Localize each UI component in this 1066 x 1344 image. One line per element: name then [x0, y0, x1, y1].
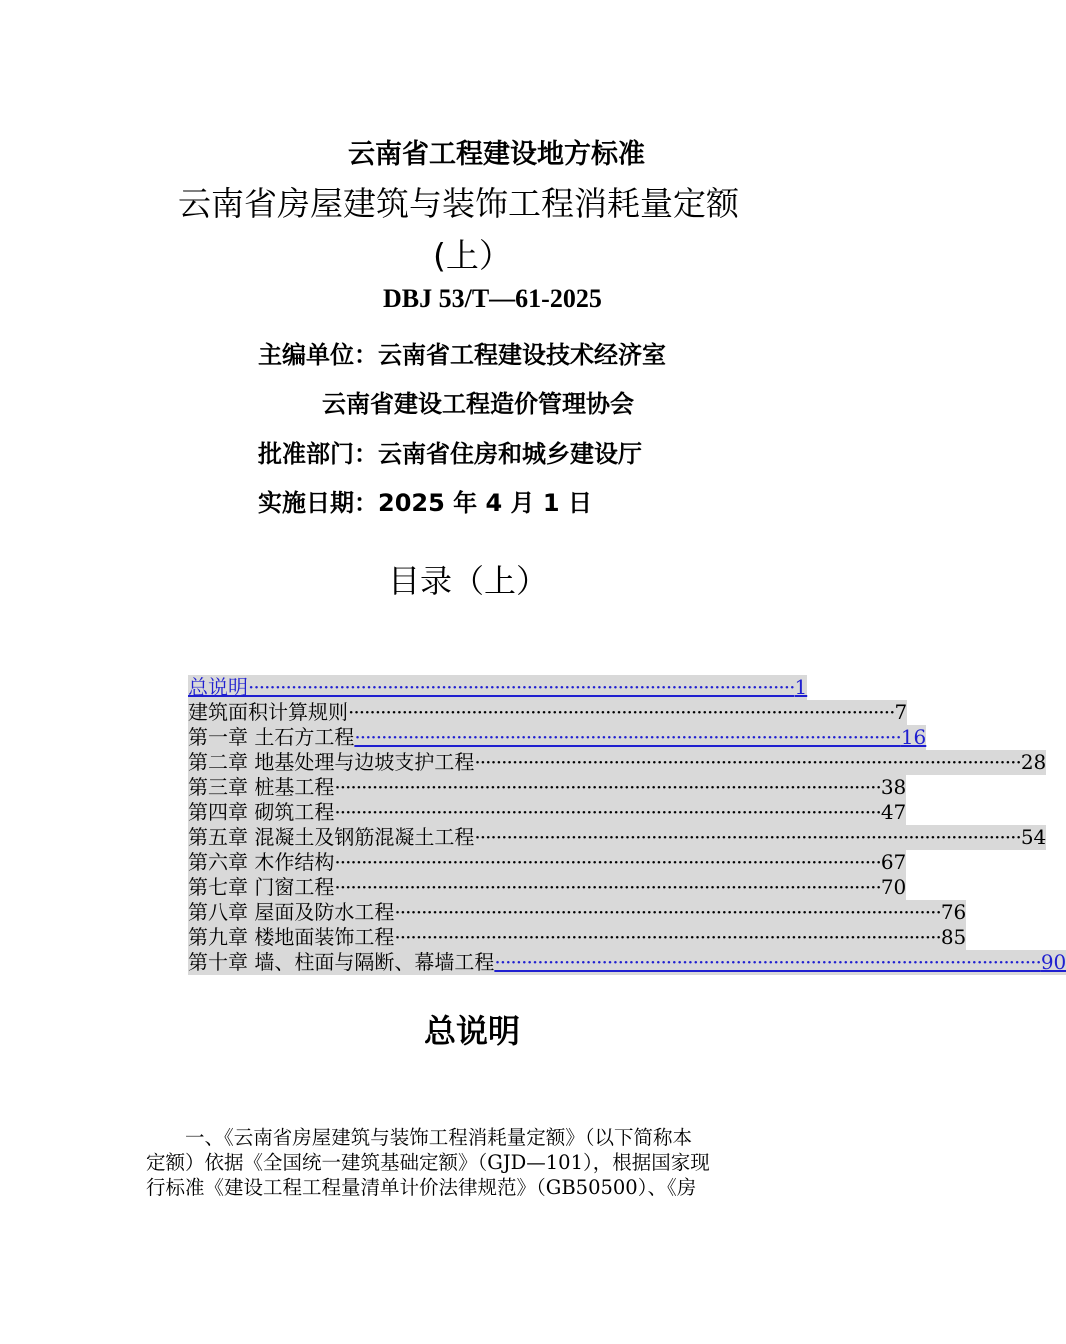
toc-entry-label: 第二章 地基处理与边坡支护工程	[188, 750, 475, 774]
toc-leader-dots: ······································································································	[474, 825, 1021, 849]
approving-department: 批准部门：云南省住房和城乡建设厅	[258, 440, 642, 468]
toc-leader-dots: ······································································································	[394, 925, 941, 949]
toc-title: 目录（上）	[388, 562, 549, 600]
toc-entry-label: 第一章 土石方工程	[188, 725, 355, 749]
toc-entry-label: 第四章 砌筑工程	[188, 800, 335, 824]
table-of-contents	[188, 675, 1066, 975]
toc-leader-dots: ······································································································	[334, 875, 881, 899]
section-paragraph	[146, 1125, 802, 1200]
toc-entry-page: 76	[940, 900, 967, 924]
toc-entry[interactable]	[188, 950, 1066, 975]
toc-entry[interactable]	[188, 800, 907, 825]
toc-entry-page: 28	[1020, 750, 1047, 774]
toc-entry-page: 70	[880, 875, 907, 899]
toc-leader-dots: ······································································································	[354, 725, 901, 749]
document-title-volume: (上）	[433, 236, 512, 275]
toc-entry-page: 1	[794, 675, 808, 699]
section-title: 总说明	[424, 1012, 521, 1050]
editor-unit: 主编单位：云南省工程建设技术经济室	[258, 341, 666, 369]
toc-leader-dots: ······································································································	[334, 850, 881, 874]
toc-entry-page: 16	[900, 725, 927, 749]
toc-entry-label: 总说明	[188, 675, 248, 699]
toc-entry-page: 7	[894, 700, 908, 724]
toc-entry-page: 38	[880, 775, 907, 799]
toc-entry-label: 第三章 桩基工程	[188, 775, 335, 799]
paragraph-line: 行标准《建设工程工程量清单计价法律规范》（GB50500）、《房	[146, 1176, 697, 1199]
toc-leader-dots: ······································································································	[348, 700, 895, 724]
editor-unit-2: 云南省建设工程造价管理协会	[322, 390, 634, 418]
toc-entry[interactable]	[188, 900, 967, 925]
toc-entry-label: 第六章 木作结构	[188, 850, 335, 874]
toc-leader-dots: ······································································································	[248, 675, 795, 699]
toc-entry[interactable]	[188, 825, 1047, 850]
toc-entry-label: 建筑面积计算规则	[188, 700, 348, 724]
toc-entry-label: 第八章 屋面及防水工程	[188, 900, 395, 924]
toc-entry-label: 第七章 门窗工程	[188, 875, 335, 899]
toc-leader-dots: ······································································································	[394, 900, 941, 924]
toc-entry-page: 85	[940, 925, 967, 949]
paragraph-line: 一、《云南省房屋建筑与装饰工程消耗量定额》（以下简称本	[146, 1126, 693, 1149]
toc-entry-page: 90	[1040, 950, 1066, 974]
toc-entry-label: 第九章 楼地面装饰工程	[188, 925, 395, 949]
toc-entry[interactable]	[188, 850, 907, 875]
toc-leader-dots: ······································································································	[474, 750, 1021, 774]
toc-entry-page: 47	[880, 800, 907, 824]
standard-label: 云南省工程建设地方标准	[348, 139, 645, 170]
toc-entry[interactable]	[188, 875, 907, 900]
toc-entry[interactable]	[188, 750, 1047, 775]
toc-entry-label: 第五章 混凝土及钢筋混凝土工程	[188, 825, 475, 849]
standard-code: DBJ 53/T—61-2025	[383, 284, 602, 313]
toc-entry-page: 54	[1020, 825, 1047, 849]
document-title: 云南省房屋建筑与装饰工程消耗量定额	[178, 184, 739, 223]
toc-leader-dots: ······································································································	[334, 800, 881, 824]
toc-leader-dots: ······································································································	[334, 775, 881, 799]
toc-entry[interactable]	[188, 675, 808, 700]
toc-entry-label: 第十章 墙、柱面与隔断、幕墙工程	[188, 950, 495, 974]
paragraph-line: 定额）依据《全国统一建筑基础定额》（GJD—101），根据国家现	[146, 1151, 710, 1174]
toc-entry[interactable]	[188, 775, 907, 800]
effective-date: 实施日期：2025 年 4 月 1 日	[258, 489, 592, 517]
toc-entry-page: 67	[880, 850, 907, 874]
toc-leader-dots: ······································································································	[494, 950, 1041, 974]
toc-entry[interactable]	[188, 725, 927, 750]
toc-entry[interactable]	[188, 700, 908, 725]
toc-entry[interactable]	[188, 925, 967, 950]
